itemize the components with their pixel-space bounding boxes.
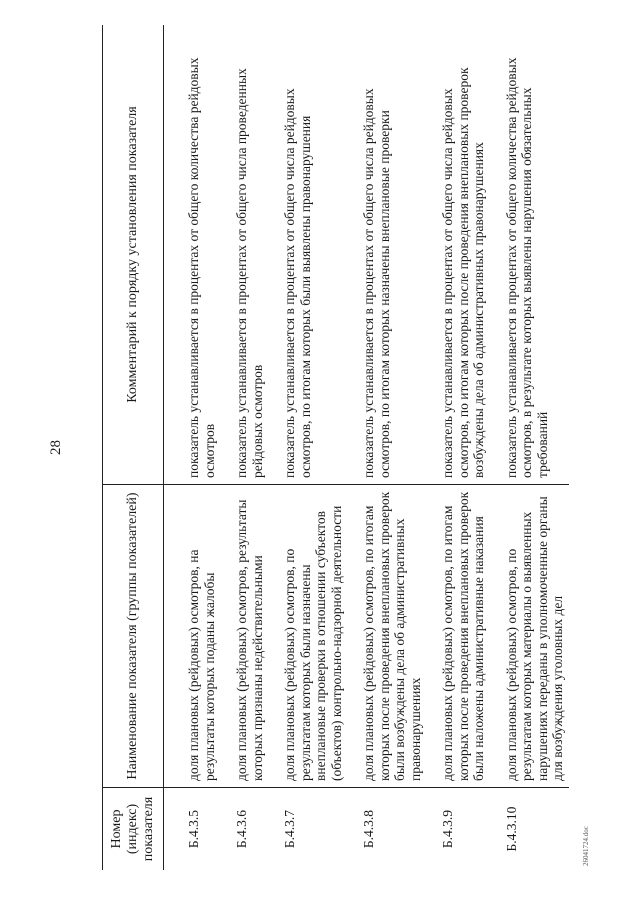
row-index: Б.4.3.6 bbox=[220, 788, 268, 871]
row-name: доля плановых (рейдовых) осмотров, по итогам которых после проведения внеплановых проверок были наложены административные наказания bbox=[426, 485, 490, 788]
header-index: Номер (индекс) показателя bbox=[103, 788, 164, 871]
row-name: доля плановых (рейдовых) осмотров, на результаты которых поданы жалобы bbox=[164, 485, 221, 788]
page-number: 28 bbox=[48, 440, 64, 455]
table-row bbox=[426, 25, 490, 870]
row-index: Б.4.3.10 bbox=[490, 788, 569, 871]
table-header-row bbox=[103, 25, 164, 870]
row-comment: показатель устанавливается в процентах от общего числа рейдовых осмотров, по итогам которых были выявлены правонарушения bbox=[282, 88, 313, 478]
row-comment: показатель устанавливается в процентах от общего количества рейдовых осмотров bbox=[186, 57, 217, 478]
row-index: Б.4.3.7 bbox=[268, 788, 347, 871]
row-name: доля плановых (рейдовых) осмотров, результаты которых признаны недействительными bbox=[220, 485, 268, 788]
row-comment: показатель устанавливается в процентах от общего количества рейдовых осмотров, в результате которых выявлены нарушения обязательных требований bbox=[503, 57, 550, 478]
row-comment: показатель устанавливается в процентах от общего числа рейдовых осмотров, по итогам которых после проведения внеплановых проверок возбуждены дела об административных правонарушениях bbox=[440, 67, 486, 478]
row-name: доля плановых (рейдовых) осмотров, по итогам которых после проведения внеплановых проверок были возбуждены дела об административных правонарушениях bbox=[347, 485, 426, 788]
row-comment: показатель устанавливается в процентах от общего числа проведенных рейдовых осмотров bbox=[234, 68, 265, 478]
row-index: Б.4.3.8 bbox=[347, 788, 426, 871]
row-name: доля плановых (рейдовых) осмотров, по результатам которых были назначены внеплановые проверки в отношении субъектов (объектов) контрольно-надзорной деятельности bbox=[268, 485, 347, 788]
table-row bbox=[220, 25, 268, 870]
row-comment: показатель устанавливается в процентах от общего числа рейдовых осмотров, по итогам которых назначены внеплановые проверки bbox=[361, 88, 392, 478]
indicators-table bbox=[102, 25, 569, 870]
header-name: Наименование показателя (группы показателей) bbox=[103, 485, 164, 788]
row-index: Б.4.3.9 bbox=[426, 788, 490, 871]
table-row bbox=[490, 25, 569, 870]
row-name: доля плановых (рейдовых) осмотров, по результатам которых материалы о выявленных нарушениях переданы в уполномоченные органы для возбуждения уголовных дел bbox=[490, 485, 569, 788]
table-row bbox=[164, 25, 221, 870]
rotated-page bbox=[42, 25, 602, 870]
table-row bbox=[347, 25, 426, 870]
table-row bbox=[268, 25, 347, 870]
row-index: Б.4.3.5 bbox=[164, 788, 221, 871]
footer-filename: 26041724.doc bbox=[582, 826, 590, 866]
header-comment: Комментарий к порядку установления показателя bbox=[103, 25, 164, 485]
